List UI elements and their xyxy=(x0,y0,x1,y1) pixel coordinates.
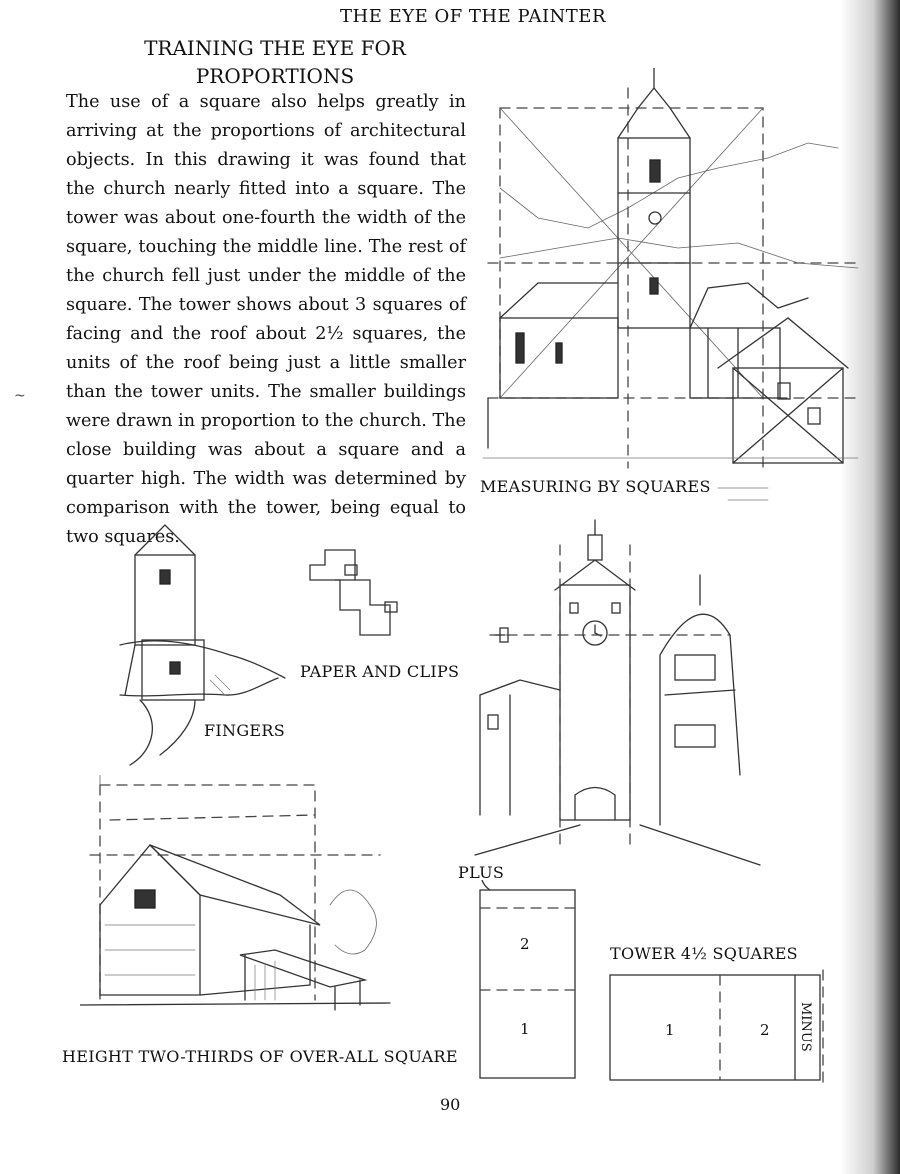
caption-tower: TOWER 4½ SQUARES xyxy=(610,944,798,963)
tower-number-right: 2 xyxy=(760,1021,770,1039)
plus-number-top: 2 xyxy=(520,935,530,953)
paper-clips-sketch xyxy=(305,540,415,645)
caption-height: HEIGHT TWO-THIRDS OF OVER-ALL SQUARE xyxy=(62,1047,458,1066)
page-number: 90 xyxy=(440,1095,461,1114)
body-paragraph: The use of a square also helps greatly in arriving at the proportions of architectural objects. In this drawing it was found that the church nearly fitted into a square. The tower was about one-fourth the width of the square, touching the middle line. The rest of the church fell just under the middle of the square. The tower shows about 3 squares of facing and the roof about 2½ squares, the units of the roof being just a little smaller than the tower units. The smaller buildings were drawn in proportion to the church. The close building was about a square and a quarter high. The width was determined by comparison with the tower, being equal to two squares. xyxy=(66,92,466,547)
section-title: TRAINING THE EYE FOR PROPORTIONS xyxy=(144,36,406,88)
barn-front xyxy=(100,845,200,995)
caption-measuring: MEASURING BY SQUARES xyxy=(480,477,711,496)
clock-tower xyxy=(560,585,630,820)
caption-fingers: FINGERS xyxy=(204,721,285,740)
caption-minus: MINUS xyxy=(798,1002,813,1052)
plus-number-bottom: 1 xyxy=(520,1020,530,1038)
caption-plus: PLUS xyxy=(458,863,505,882)
small-tower xyxy=(135,555,195,645)
running-head: THE EYE OF THE PAINTER xyxy=(340,6,606,27)
margin-mark: ~ xyxy=(14,388,26,404)
tower-number-left: 1 xyxy=(665,1021,675,1039)
plus-diagram xyxy=(470,880,585,1085)
caption-paper-clips: PAPER AND CLIPS xyxy=(300,662,460,681)
clock-tower-sketch xyxy=(470,515,770,875)
barn-sketch xyxy=(80,775,395,1015)
church-sketch xyxy=(478,68,868,518)
